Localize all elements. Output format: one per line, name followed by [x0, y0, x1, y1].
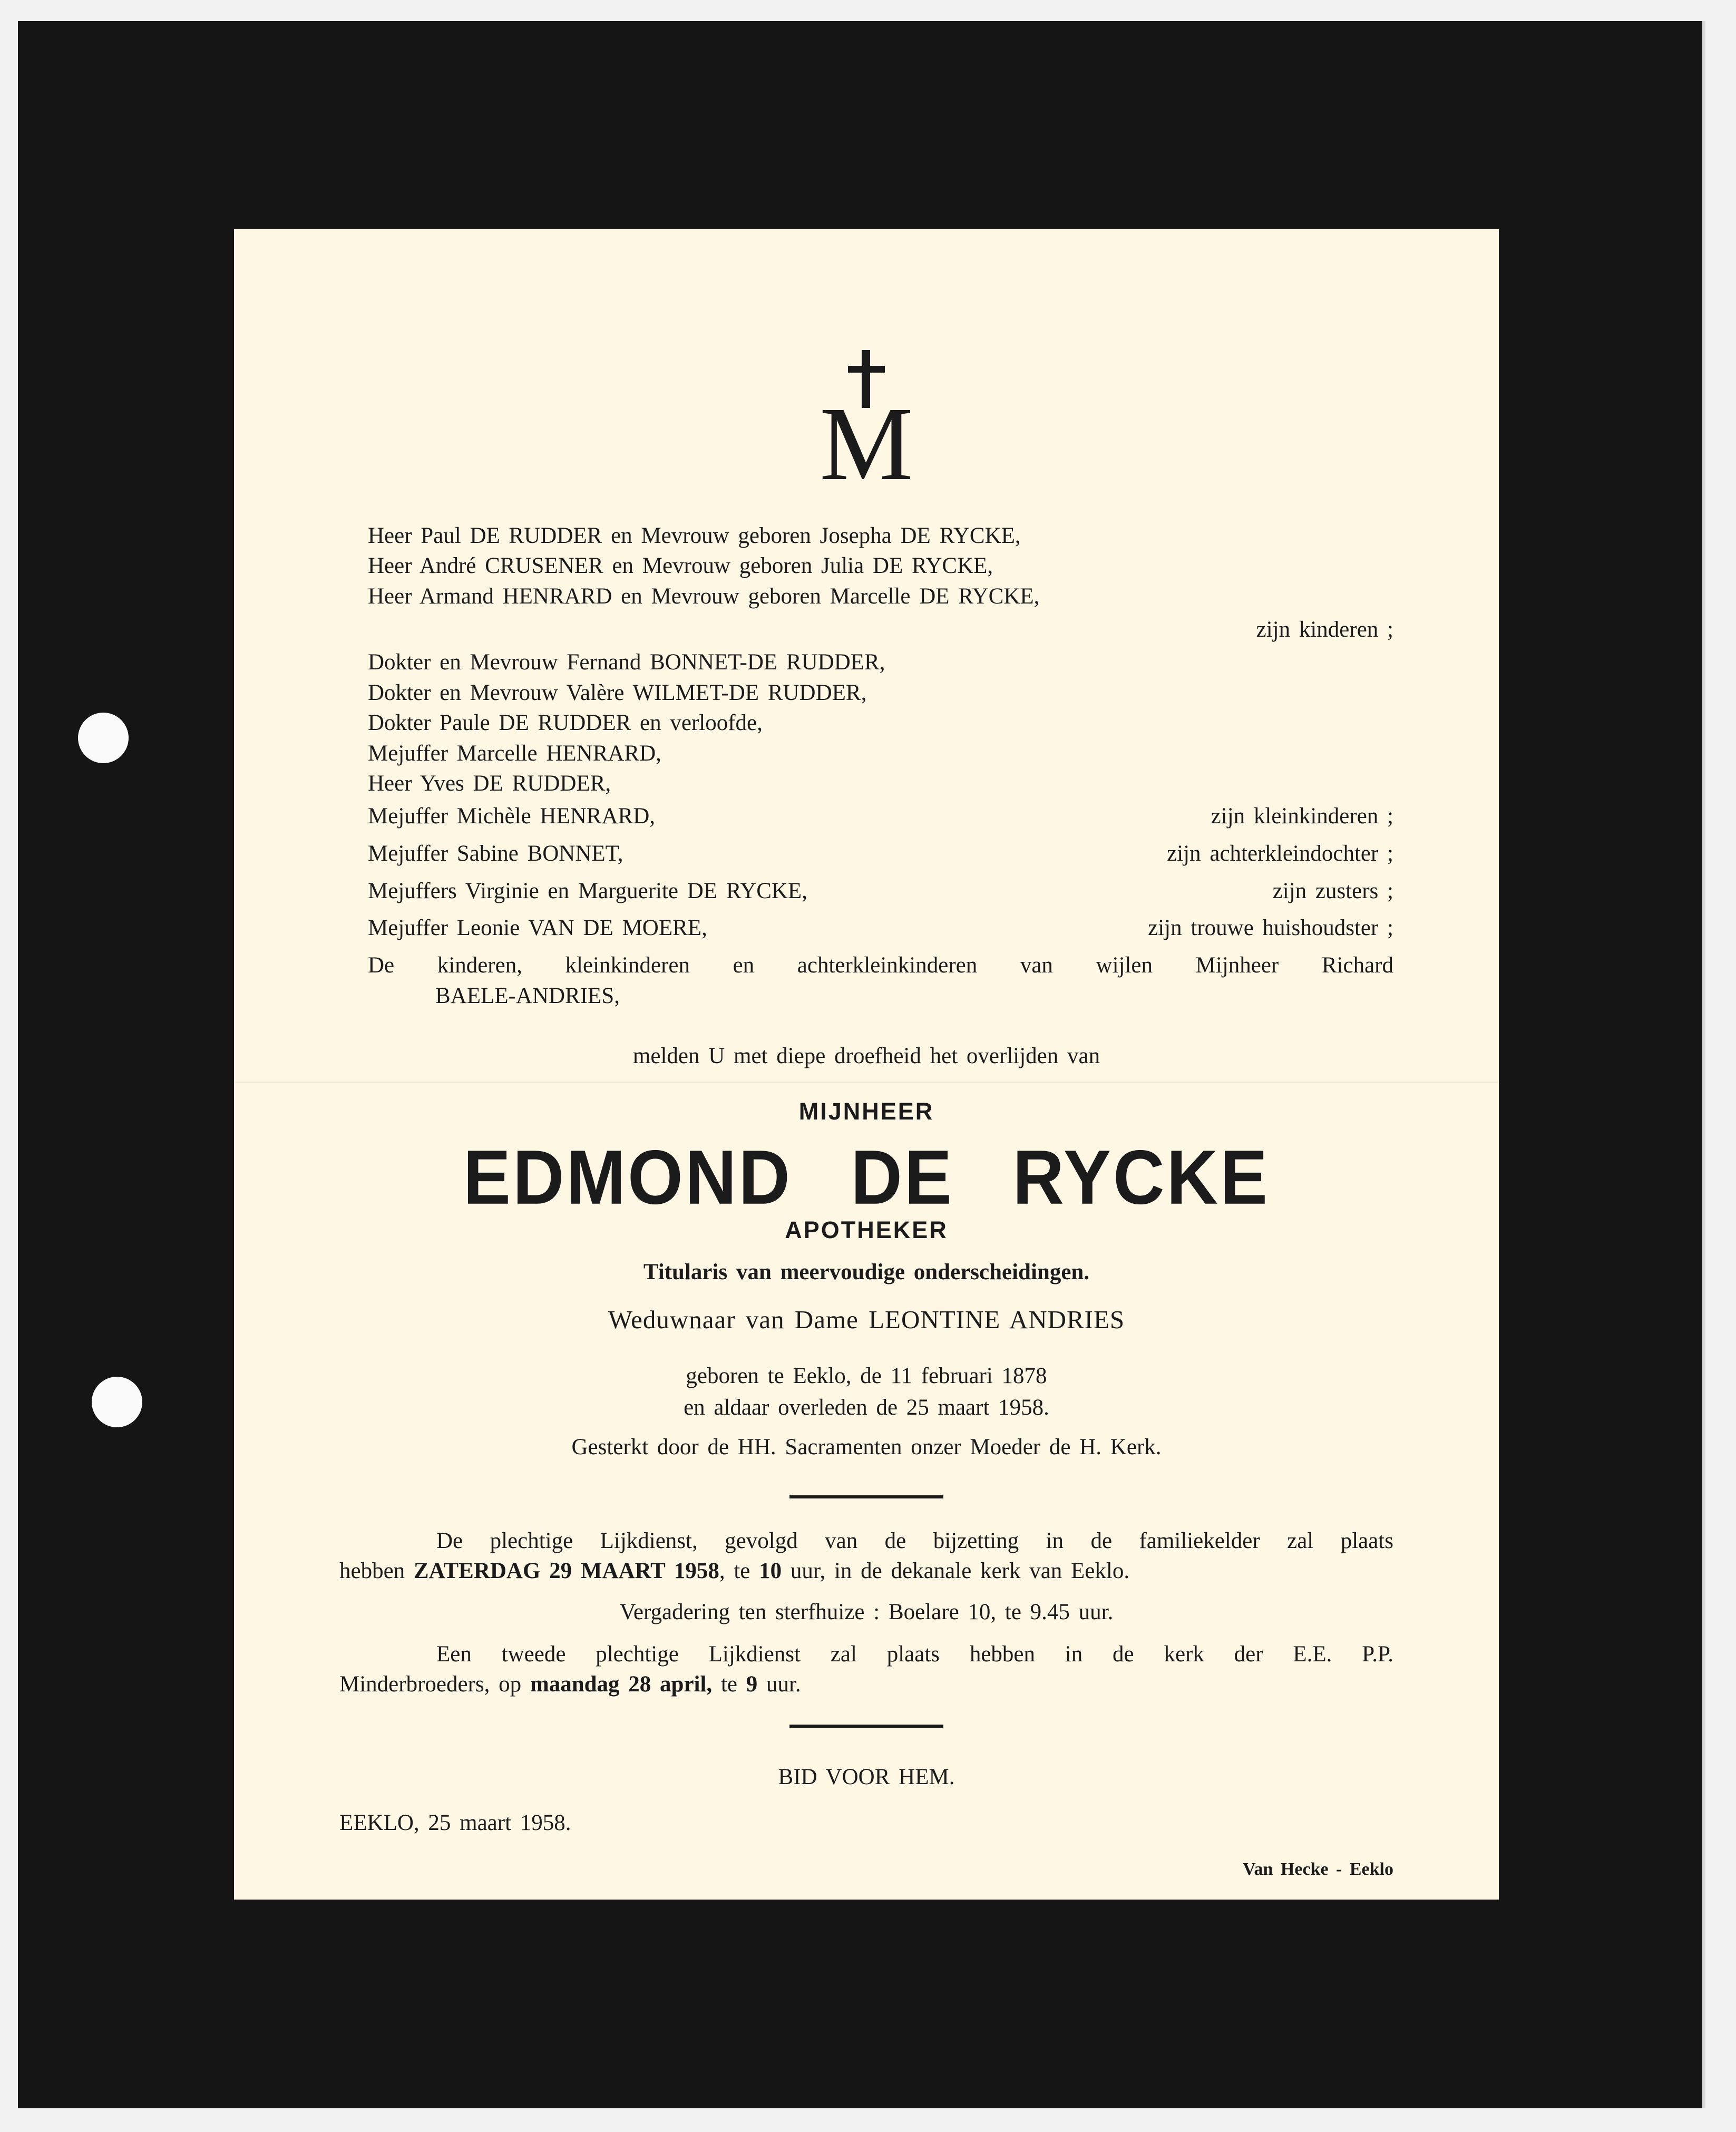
sacraments-line: Gesterkt door de HH. Sacramenten onzer Moeder de H. Kerk. — [571, 1435, 1162, 1459]
family-line: Dokter en Mevrouw Valère WILMET-DE RUDDER, — [368, 680, 867, 705]
relation-label: zijn trouwe huishoudster ; — [1148, 916, 1393, 940]
service-text: hebben ZATERDAG 29 MAART 1958, te 10 uur, in de dekanale kerk van Eeklo. — [339, 1559, 1130, 1583]
printer-credit: Van Hecke - Eeklo — [1243, 1860, 1393, 1879]
relation-label: zijn kinderen ; — [1256, 617, 1393, 642]
card-fold-line — [234, 1082, 1499, 1083]
prayer: BID VOOR HEM. — [778, 1765, 955, 1789]
family-line: Dokter en Mevrouw Fernand BONNET-DE RUDDER, — [368, 650, 885, 675]
divider — [789, 1725, 943, 1728]
family-line: Mejuffer Sabine BONNET, — [368, 841, 623, 866]
distinction: Titularis van meervoudige onderscheidingen. — [643, 1260, 1090, 1284]
binder-hole-top — [78, 713, 129, 763]
death-line: en aldaar overleden de 25 maart 1958. — [684, 1395, 1049, 1420]
family-line: Heer André CRUSENER en Mevrouw geboren Julia DE RYCKE, — [368, 553, 993, 578]
service-text: Een tweede plechtige Lijkdienst zal plaats hebben in de kerk der E.E. P.P. — [436, 1642, 1393, 1667]
service-time: 10 — [759, 1559, 782, 1583]
family-line: Mejuffer Michèle HENRARD, — [368, 804, 656, 829]
family-row — [368, 880, 1393, 902]
family-line: Heer Yves DE RUDDER, — [368, 771, 611, 796]
service-text: De plechtige Lijkdienst, gevolgd van de bijzetting in de familiekelder zal plaats — [436, 1529, 1393, 1553]
family-row — [368, 805, 1393, 828]
binder-hole-bottom — [92, 1377, 142, 1427]
relation-label: zijn zusters ; — [1272, 879, 1393, 903]
family-line: BAELE-ANDRIES, — [435, 984, 620, 1008]
family-line: Dokter Paule DE RUDDER en verloofde, — [368, 710, 763, 735]
family-line: De kinderen, kleinkinderen en achterkleinkinderen van wijlen Mijnheer Richard — [368, 953, 1393, 978]
relation-label: zijn achterkleindochter ; — [1167, 841, 1393, 866]
birth-line: geboren te Eeklo, de 11 februari 1878 — [686, 1364, 1047, 1388]
family-line: Mejuffers Virginie en Marguerite DE RYCKE, — [368, 879, 807, 903]
relation-label: zijn kleinkinderen ; — [1211, 804, 1393, 829]
profession: APOTHEKER — [785, 1216, 948, 1243]
announcement: melden U met diepe droefheid het overlijden van — [632, 1044, 1100, 1068]
family-line: Heer Paul DE RUDDER en Mevrouw geboren Josepha DE RYCKE, — [368, 523, 1021, 548]
family-line: Mejuffer Leonie VAN DE MOERE, — [368, 916, 707, 940]
service-time: 9 — [746, 1672, 758, 1697]
deceased-name: EDMOND DE RYCKE — [463, 1134, 1270, 1221]
family-row — [368, 917, 1393, 939]
svg-text:M: M — [820, 386, 913, 487]
place-date: EEKLO, 25 maart 1958. — [339, 1810, 571, 1835]
cross-monogram-icon — [803, 345, 930, 487]
widower-line: Weduwnaar van Dame LEONTINE ANDRIES — [608, 1305, 1125, 1334]
honorific: MIJNHEER — [798, 1098, 934, 1125]
service-date: maandag 28 april, — [530, 1672, 713, 1697]
family-line: Heer Armand HENRARD en Mevrouw geboren Marcelle DE RYCKE, — [368, 584, 1040, 609]
service-date: ZATERDAG 29 MAART 1958 — [413, 1559, 719, 1583]
divider — [789, 1495, 943, 1498]
mourning-card — [234, 229, 1499, 1900]
family-row — [368, 842, 1393, 865]
gathering-line: Vergadering ten sterfhuize : Boelare 10, te 9.45 uur. — [619, 1600, 1114, 1624]
service-text: Minderbroeders, op maandag 28 april, te 9 uur. — [339, 1672, 801, 1697]
family-line: Mejuffer Marcelle HENRARD, — [368, 741, 661, 766]
